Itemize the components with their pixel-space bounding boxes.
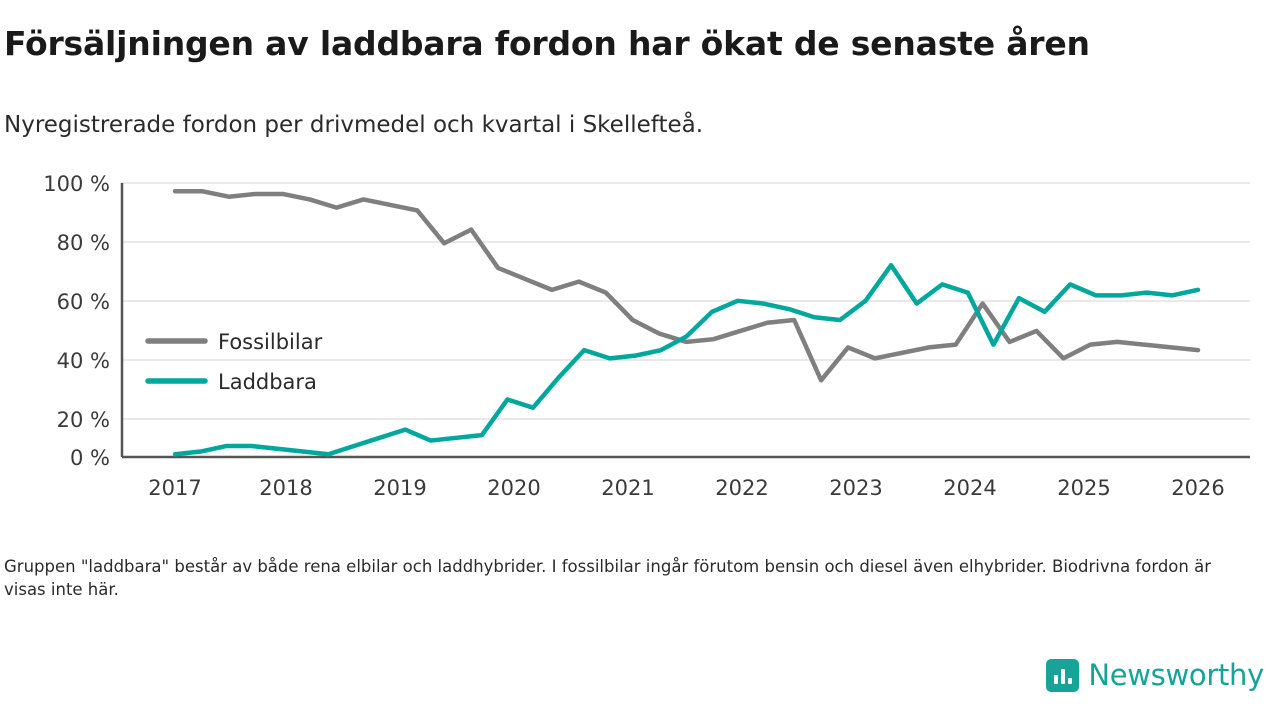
x-tick-label: 2025: [1057, 476, 1111, 500]
y-tick-label: 0 %: [70, 446, 110, 470]
legend-label-fossilbilar: Fossilbilar: [218, 330, 323, 354]
legend-label-laddbara: Laddbara: [218, 370, 317, 394]
x-tick-label: 2023: [829, 476, 883, 500]
y-tick-label: 60 %: [56, 290, 110, 314]
y-tick-label: 100 %: [43, 172, 110, 196]
chart-svg: [0, 160, 1280, 510]
y-tick-label: 40 %: [56, 349, 110, 373]
x-tick-label: 2020: [487, 476, 541, 500]
x-tick-label: 2022: [715, 476, 769, 500]
y-tick-label: 20 %: [56, 408, 110, 432]
x-tick-label: 2021: [601, 476, 655, 500]
x-tick-labels: [148, 476, 1224, 500]
chart-legend: [148, 330, 323, 394]
x-tick-label: 2024: [943, 476, 997, 500]
x-tick-label: 2017: [148, 476, 202, 500]
x-tick-label: 2018: [259, 476, 313, 500]
y-tick-labels: [43, 172, 110, 470]
x-tick-label: 2019: [373, 476, 427, 500]
bar-chart-icon: [1046, 659, 1079, 692]
page-subtitle: Nyregistrerade fordon per drivmedel och kvartal i Skellefteå.: [4, 112, 704, 138]
brand-name: Newsworthy: [1088, 658, 1264, 692]
brand-logo: [1046, 658, 1264, 692]
page-title: Försäljningen av laddbara fordon har ökat de senaste åren: [4, 24, 1090, 63]
y-tick-label: 80 %: [56, 231, 110, 255]
series-line-fossilbilar: [175, 191, 1198, 380]
x-tick-label: 2026: [1171, 476, 1225, 500]
line-chart: [0, 160, 1280, 510]
chart-footnote: Gruppen "laddbara" består av både rena elbilar och laddhybrider. I fossilbilar ingår förutom bensin och diesel även elhybrider. Biodrivna fordon är visas inte här.: [4, 557, 1211, 599]
